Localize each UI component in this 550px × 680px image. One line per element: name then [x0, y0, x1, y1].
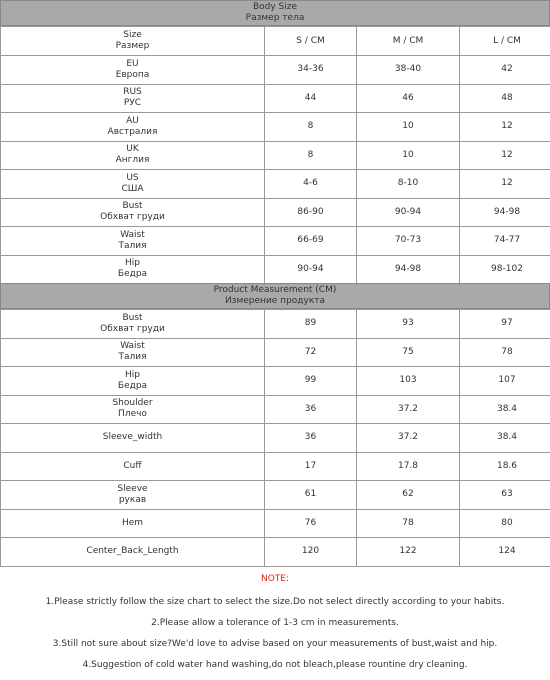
- value-s-cell: 4-6: [265, 170, 357, 199]
- value-l-cell: 124: [460, 538, 550, 567]
- value-s-cell: 99: [265, 367, 357, 396]
- row-label-cell: [1, 481, 265, 510]
- value-m-cell: 62: [357, 481, 460, 510]
- row-label-cell: [1, 141, 265, 170]
- row-label-en: Hem: [121, 517, 144, 528]
- row-label-cell: [1, 255, 265, 284]
- note-line-3: 3.Still not sure about size?We'd love to advise based on your measurements of bust,waist and hip.: [52, 639, 498, 649]
- row-label-ru: Талия: [118, 240, 147, 251]
- row-label-cell: [1, 424, 265, 453]
- row-label-en: Shoulder: [112, 398, 153, 409]
- row-label-cell: [1, 310, 265, 339]
- table-row: [1, 310, 550, 339]
- value-l-cell: 63: [460, 481, 550, 510]
- table-row: [1, 481, 550, 510]
- note-title: NOTE:: [260, 574, 290, 584]
- value-s-cell: 34-36: [265, 56, 357, 85]
- row-label-en: RUS: [123, 87, 142, 98]
- row-label-ru: Бедра: [117, 380, 148, 391]
- value-l-cell: 78: [460, 338, 550, 367]
- value-m-cell: 37.2: [357, 395, 460, 424]
- body-size-title-ru: Размер тела: [245, 13, 305, 23]
- table-row: [1, 395, 550, 424]
- value-l-cell: 94-98: [460, 198, 550, 227]
- row-label-en: UK: [126, 144, 139, 155]
- value-s-cell: 44: [265, 84, 357, 113]
- row-label-en: Waist: [120, 341, 145, 352]
- row-label-ru: Австралия: [107, 126, 158, 137]
- value-m-cell: 37.2: [357, 424, 460, 453]
- value-l-cell: 80: [460, 509, 550, 538]
- table-row: [1, 56, 550, 85]
- product-measurement-title-ru: Измерение продукта: [224, 296, 326, 306]
- value-l-cell: 38.4: [460, 395, 550, 424]
- row-label-cell: [1, 367, 265, 396]
- value-m-cell: 90-94: [357, 198, 460, 227]
- value-s-cell: 120: [265, 538, 357, 567]
- row-label-cell: [1, 198, 265, 227]
- value-m-cell: 75: [357, 338, 460, 367]
- product-measurement-header: [0, 283, 550, 309]
- product-measurement-table: [0, 309, 550, 567]
- value-s-cell: 89: [265, 310, 357, 339]
- row-label-cell: [1, 84, 265, 113]
- row-label-cell: [1, 113, 265, 142]
- row-label-ru: США: [121, 183, 144, 194]
- row-label-en: EU: [126, 58, 139, 69]
- value-s-cell: 90-94: [265, 255, 357, 284]
- note-line-4: 4.Suggestion of cold water hand washing,do not bleach,please rountine dry cleaning.: [82, 660, 468, 670]
- col-l-header: L / CM: [460, 27, 550, 56]
- value-l-cell: 107: [460, 367, 550, 396]
- row-label-en: Cuff: [123, 460, 142, 471]
- table-row: [1, 538, 550, 567]
- value-s-cell: 8: [265, 113, 357, 142]
- value-m-cell: 8-10: [357, 170, 460, 199]
- product-measurement-title-en: Product Measurement (CM): [213, 285, 337, 295]
- value-s-cell: 17: [265, 452, 357, 481]
- row-label-cell: [1, 395, 265, 424]
- value-l-cell: 12: [460, 170, 550, 199]
- body-size-title-en: Body Size: [252, 2, 298, 12]
- value-l-cell: 98-102: [460, 255, 550, 284]
- table-row: [1, 367, 550, 396]
- col-s-header: S / CM: [265, 27, 357, 56]
- row-label-en: Bust: [122, 201, 143, 212]
- table-row: [1, 452, 550, 481]
- value-m-cell: 10: [357, 113, 460, 142]
- table-row: [1, 198, 550, 227]
- body-size-table: [0, 26, 550, 284]
- row-label-en: Waist: [120, 229, 145, 240]
- table-row: [1, 424, 550, 453]
- value-l-cell: 74-77: [460, 227, 550, 256]
- value-m-cell: 38-40: [357, 56, 460, 85]
- table-row: [1, 84, 550, 113]
- table-row: [1, 338, 550, 367]
- value-l-cell: 97: [460, 310, 550, 339]
- value-s-cell: 86-90: [265, 198, 357, 227]
- value-m-cell: 103: [357, 367, 460, 396]
- table-row: [1, 170, 550, 199]
- value-m-cell: 10: [357, 141, 460, 170]
- row-label-cell: [1, 170, 265, 199]
- value-m-cell: 93: [357, 310, 460, 339]
- value-m-cell: 46: [357, 84, 460, 113]
- row-label-en: US: [126, 172, 139, 183]
- row-label-cell: [1, 509, 265, 538]
- row-label-cell: [1, 338, 265, 367]
- value-s-cell: 36: [265, 395, 357, 424]
- table-row: [1, 113, 550, 142]
- value-s-cell: 66-69: [265, 227, 357, 256]
- body-size-header: [0, 0, 550, 26]
- row-label-en: Hip: [125, 369, 140, 380]
- table-row: [1, 141, 550, 170]
- row-label-ru: Плечо: [118, 409, 147, 420]
- value-s-cell: 8: [265, 141, 357, 170]
- note-line-1: 1.Please strictly follow the size chart to select the size.Do not select directly according to your habits.: [45, 597, 505, 607]
- size-label-cell: [1, 27, 265, 56]
- row-label-cell: [1, 452, 265, 481]
- row-label-en: Hip: [125, 258, 140, 269]
- value-m-cell: 94-98: [357, 255, 460, 284]
- row-label-cell: [1, 227, 265, 256]
- value-m-cell: 17.8: [357, 452, 460, 481]
- value-l-cell: 48: [460, 84, 550, 113]
- row-label-ru: Европа: [115, 69, 150, 80]
- value-m-cell: 70-73: [357, 227, 460, 256]
- row-label-en: Bust: [122, 312, 143, 323]
- note-line-2: 2.Please allow a tolerance of 1-3 cm in measurements.: [151, 618, 399, 628]
- table-row: [1, 255, 550, 284]
- value-s-cell: 72: [265, 338, 357, 367]
- size-label-en: Size: [123, 30, 142, 40]
- row-label-cell: [1, 56, 265, 85]
- value-m-cell: 78: [357, 509, 460, 538]
- row-label-en: Sleeve_width: [102, 432, 163, 443]
- row-label-ru: рукав: [118, 494, 147, 505]
- row-label-ru: Талия: [118, 352, 147, 363]
- row-label-ru: Бедра: [117, 269, 148, 280]
- col-m-header: M / CM: [357, 27, 460, 56]
- row-label-cell: [1, 538, 265, 567]
- row-label-ru: Обхват груди: [100, 323, 165, 334]
- row-label-ru: Англия: [115, 155, 150, 166]
- row-label-en: Sleeve: [117, 483, 148, 494]
- value-s-cell: 76: [265, 509, 357, 538]
- value-l-cell: 12: [460, 113, 550, 142]
- table-row: [1, 509, 550, 538]
- size-label-ru: Размер: [115, 41, 150, 51]
- body-size-header-row: [1, 27, 550, 56]
- row-label-en: Center_Back_Length: [86, 546, 179, 557]
- table-row: [1, 227, 550, 256]
- row-label-ru: РУС: [123, 98, 142, 109]
- row-label-en: AU: [126, 115, 139, 126]
- value-s-cell: 36: [265, 424, 357, 453]
- row-label-ru: Обхват груди: [100, 212, 165, 223]
- value-l-cell: 42: [460, 56, 550, 85]
- value-l-cell: 38.4: [460, 424, 550, 453]
- value-l-cell: 18.6: [460, 452, 550, 481]
- value-s-cell: 61: [265, 481, 357, 510]
- value-l-cell: 12: [460, 141, 550, 170]
- value-m-cell: 122: [357, 538, 460, 567]
